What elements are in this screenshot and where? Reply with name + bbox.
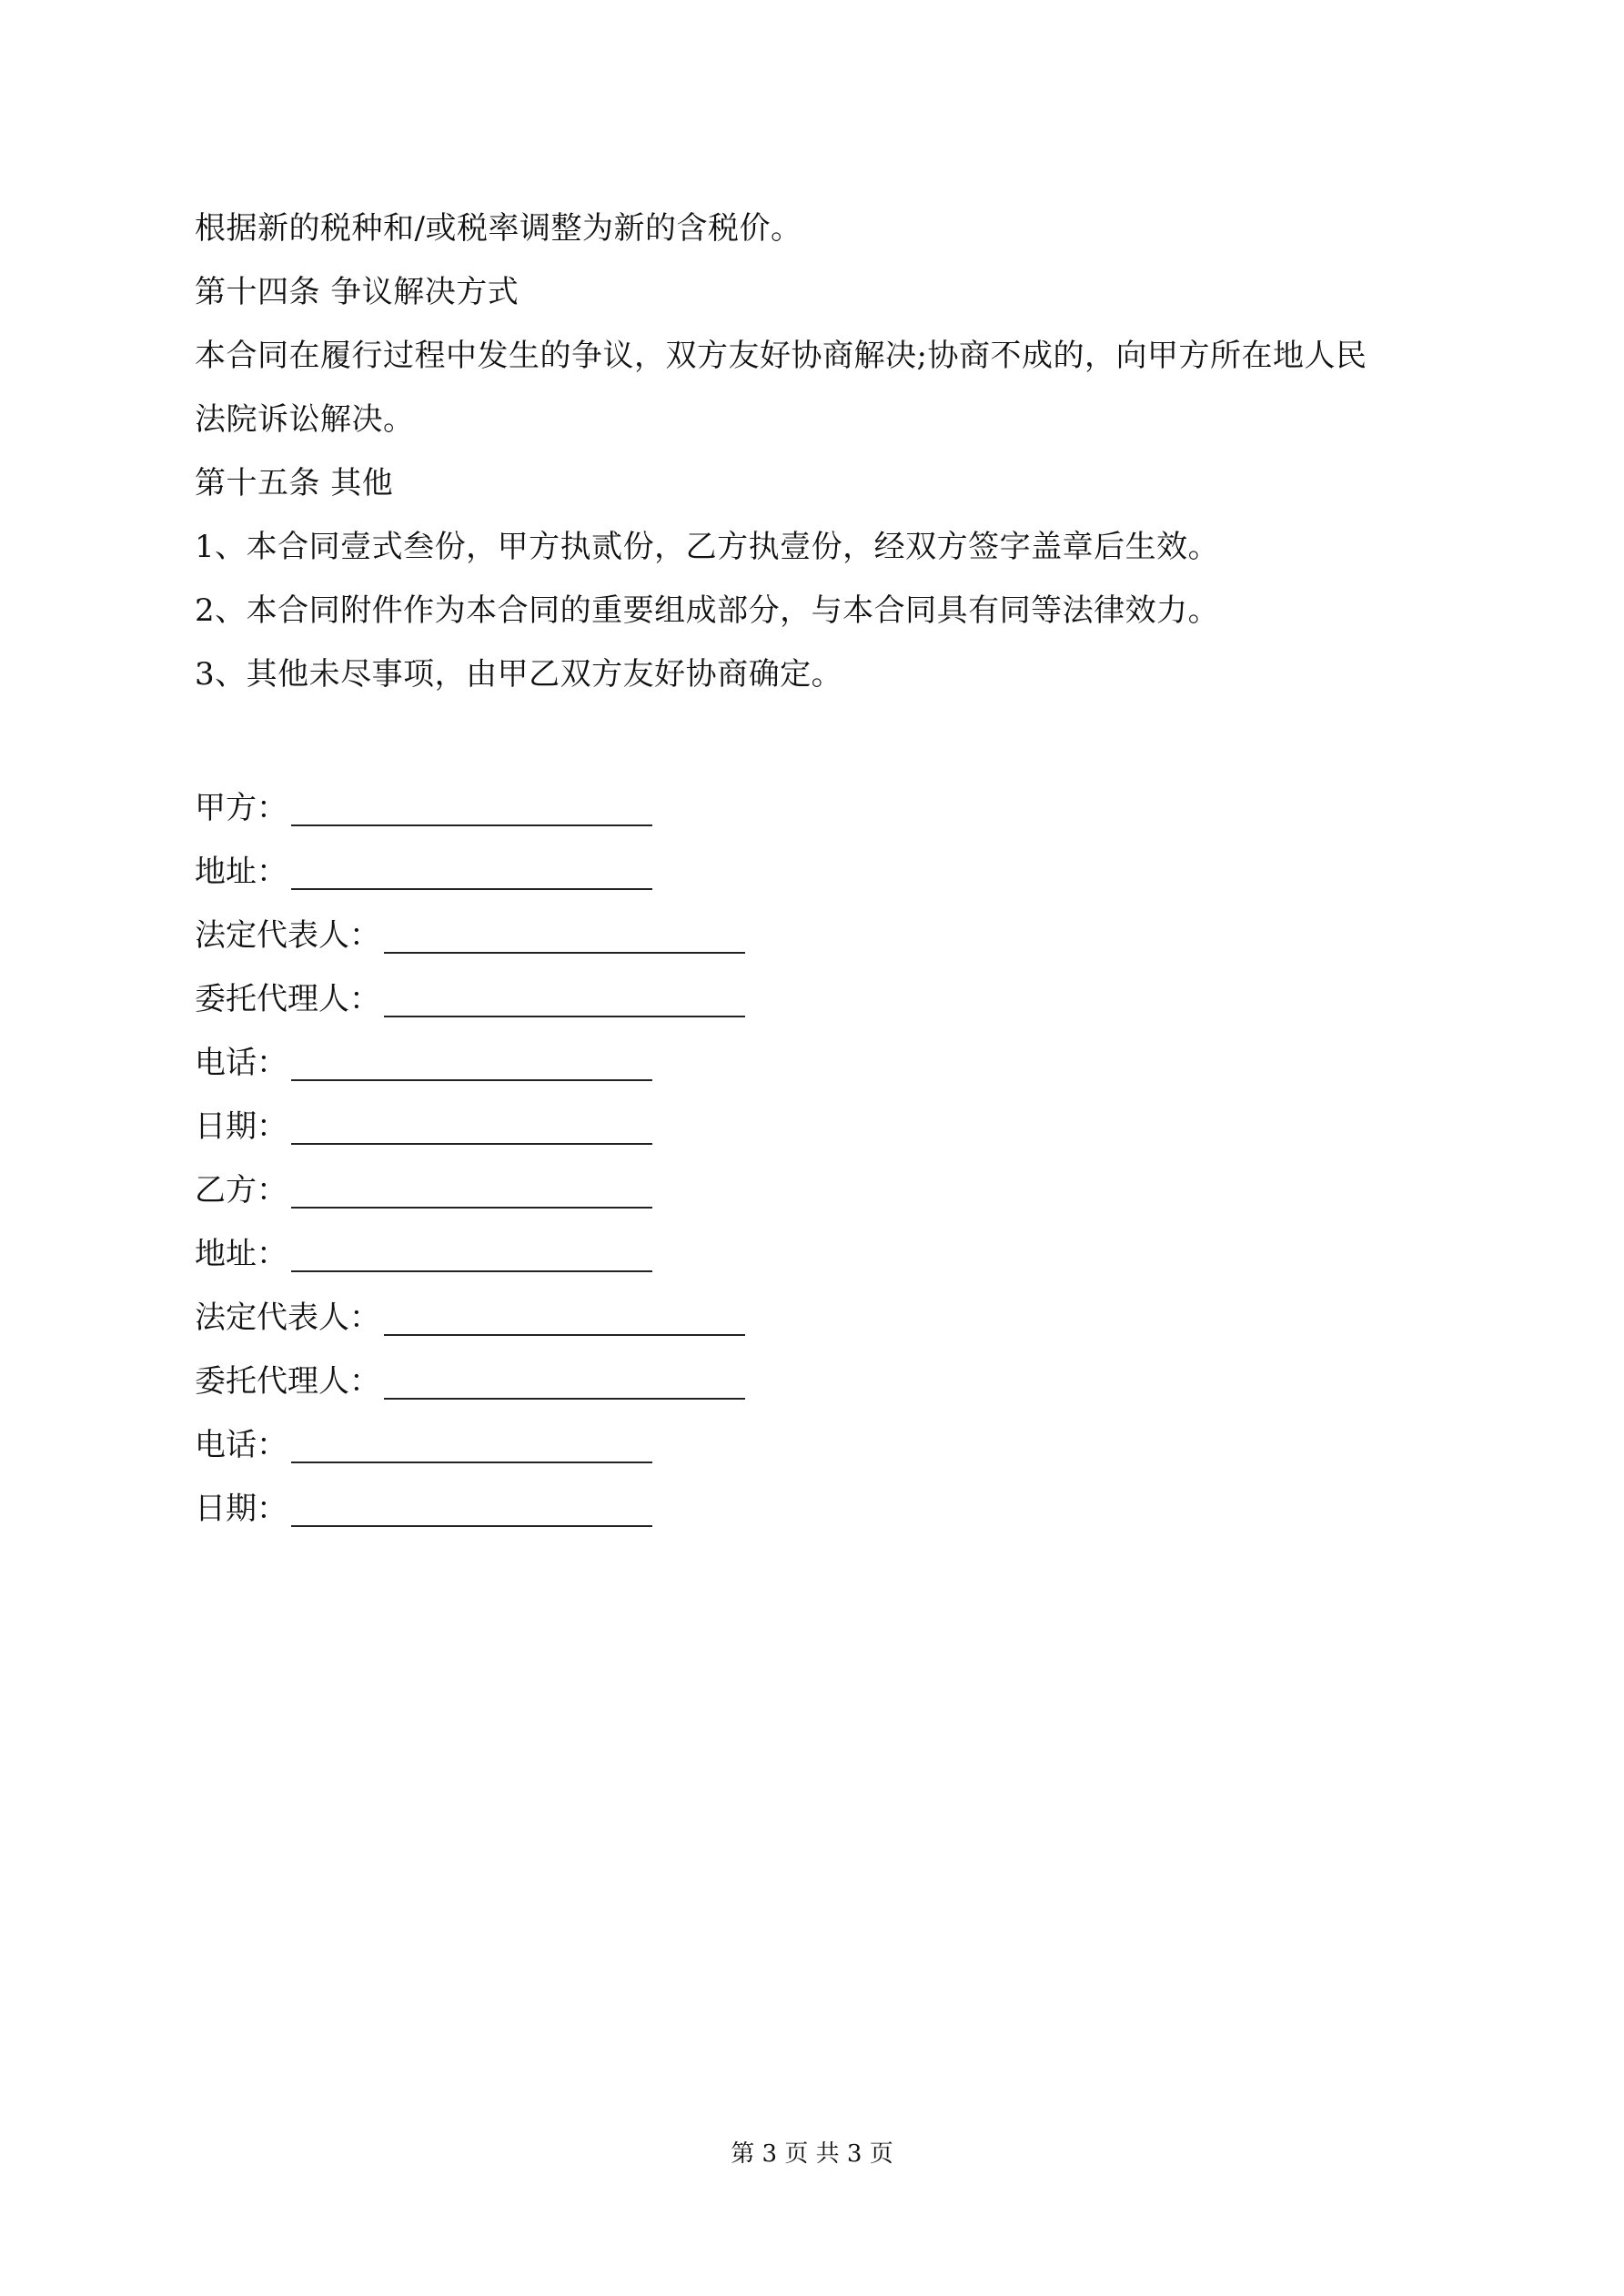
party-a-date-row [195,1108,652,1145]
party-b-phone-blank[interactable] [291,1434,652,1463]
party-a-date-blank[interactable] [291,1116,652,1145]
party-b-address-row [195,1236,652,1272]
party-b-address-blank[interactable] [291,1243,652,1272]
party-a-agent-row [195,981,745,1017]
party-b-address-label: 地址： [195,1236,287,1272]
article-15-item-2: 2、本合同附件作为本合同的重要组成部分，与本合同具有同等法律效力。 [195,592,1220,629]
party-b-name-label: 乙方： [195,1172,287,1209]
party-a-address-row [195,854,652,890]
page-number-footer: 第 3 页 共 3 页 [731,2140,893,2168]
party-b-legal-rep-label: 法定代表人： [195,1300,380,1336]
party-a-phone-blank[interactable] [291,1052,652,1081]
party-a-phone-label: 电话： [195,1045,287,1081]
article-15-heading: 第十五条 其他 [195,465,394,501]
party-b-date-blank[interactable] [291,1498,652,1527]
party-b-date-label: 日期： [195,1491,287,1527]
article-14-heading: 第十四条 争议解决方式 [195,274,519,310]
party-b-name-row [195,1172,652,1209]
article-14-paragraph-line-1: 本合同在履行过程中发生的争议，双方友好协商解决;协商不成的，向甲方所在地人民 [195,338,1367,374]
party-b-legal-rep-row [195,1300,745,1336]
party-b-agent-row [195,1363,745,1400]
article-15-item-1: 1、本合同壹式叁份，甲方执贰份，乙方执壹份，经双方签字盖章后生效。 [195,529,1220,565]
party-a-legal-rep-label: 法定代表人： [195,917,380,954]
article-15-item-3: 3、其他未尽事项，由甲乙双方友好协商确定。 [195,656,843,693]
party-a-name-blank[interactable] [291,797,652,826]
party-a-agent-label: 委托代理人： [195,981,380,1017]
party-a-name-row [195,790,652,826]
party-a-date-label: 日期： [195,1108,287,1145]
party-a-address-label: 地址： [195,854,287,890]
paragraph-tax-adjustment: 根据新的税种和/或税率调整为新的含税价。 [195,210,802,247]
party-b-phone-label: 电话： [195,1427,287,1463]
party-b-name-blank[interactable] [291,1179,652,1209]
party-b-phone-row [195,1427,652,1463]
party-b-agent-blank[interactable] [384,1371,745,1400]
party-a-address-blank[interactable] [291,861,652,890]
party-b-agent-label: 委托代理人： [195,1363,380,1400]
party-a-phone-row [195,1045,652,1081]
party-a-name-label: 甲方： [195,790,287,826]
party-a-agent-blank[interactable] [384,988,745,1017]
party-b-legal-rep-blank[interactable] [384,1307,745,1336]
party-b-date-row [195,1491,652,1527]
party-a-legal-rep-row [195,917,745,954]
party-a-legal-rep-blank[interactable] [384,925,745,954]
article-14-paragraph-line-2: 法院诉讼解决。 [195,401,415,438]
